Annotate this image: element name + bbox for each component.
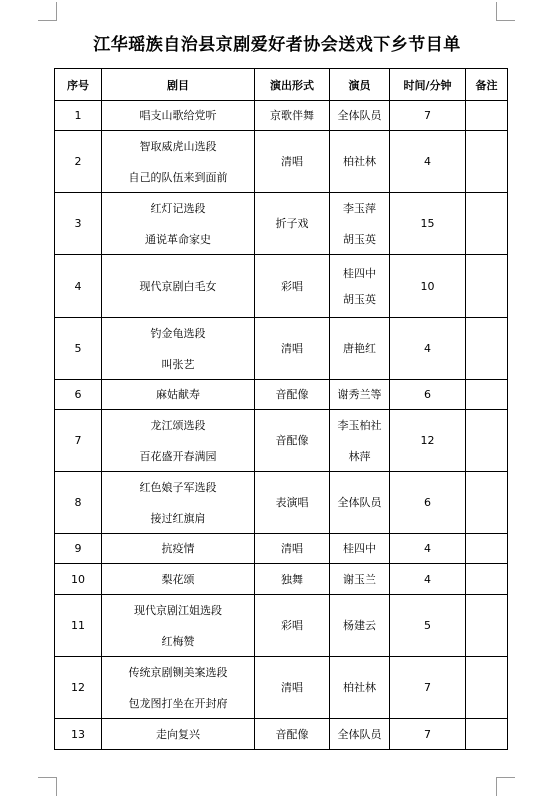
table-row: [55, 410, 508, 472]
cell-program-line: 走向复兴: [156, 727, 200, 741]
cell-minutes: 6: [390, 472, 466, 534]
cell-form: 彩唱: [255, 255, 330, 318]
table-row: [55, 101, 508, 131]
table-row: [55, 318, 508, 380]
cell-minutes: 4: [390, 131, 466, 193]
cell-program: [102, 719, 255, 750]
cell-program-line: 现代京剧江姐选段: [134, 603, 222, 617]
table-row: [55, 472, 508, 534]
table-row: [55, 657, 508, 719]
table-row: [55, 595, 508, 657]
header-form: 演出形式: [255, 69, 330, 101]
cell-form: 清唱: [255, 131, 330, 193]
cell-program-line: 接过红旗肩: [150, 511, 206, 525]
cell-form: 折子戏: [255, 193, 330, 255]
cell-program-line: 包龙图打坐在开封府: [128, 696, 228, 710]
cell-minutes: 4: [390, 318, 466, 380]
cell-performers-line: 胡玉英: [343, 232, 376, 246]
cell-program-line: 红梅赞: [161, 634, 195, 648]
cell-performers: [330, 472, 390, 534]
page-corner-mark-top-right: [496, 2, 515, 21]
cell-minutes: 7: [390, 101, 466, 131]
cell-notes: [466, 410, 508, 472]
cell-notes: [466, 534, 508, 564]
cell-program-line: 红色娘子军选段: [139, 480, 217, 494]
table-row: [55, 564, 508, 595]
cell-performers-line: 柏社林: [343, 155, 376, 168]
cell-program: [102, 318, 255, 380]
cell-minutes: 5: [390, 595, 466, 657]
cell-program-line: 唱支山歌给党听: [139, 109, 217, 122]
cell-notes: [466, 101, 508, 131]
table-row: [55, 193, 508, 255]
cell-program: [102, 657, 255, 719]
cell-performers-line: 全体队员: [337, 496, 382, 509]
cell-notes: [466, 318, 508, 380]
cell-notes: [466, 131, 508, 193]
cell-notes: [466, 193, 508, 255]
cell-performers-line: 柏社林: [343, 681, 376, 694]
cell-program-line: 百花盛开春满园: [139, 449, 217, 463]
cell-form: 音配像: [255, 380, 330, 410]
header-minutes: 时间/分钟: [390, 69, 466, 101]
header-number: 序号: [55, 69, 102, 101]
cell-performers: [330, 534, 390, 564]
cell-performers-line: 李玉柏社: [337, 418, 382, 432]
cell-performers-line: 全体队员: [337, 109, 382, 122]
cell-notes: [466, 595, 508, 657]
table-row: [55, 534, 508, 564]
cell-number: 6: [55, 380, 102, 410]
cell-number: 5: [55, 318, 102, 380]
page-corner-mark-bottom-left: [38, 777, 57, 796]
cell-program-line: 现代京剧白毛女: [139, 279, 217, 293]
cell-program-line: 龙江颂选段: [150, 418, 206, 432]
table-row: [55, 719, 508, 750]
cell-form: 独舞: [255, 564, 330, 595]
cell-number: 1: [55, 101, 102, 131]
cell-performers: [330, 193, 390, 255]
table-row: [55, 255, 508, 318]
cell-performers-line: 桂四中: [343, 542, 376, 555]
cell-program-line: 自己的队伍来到面前: [128, 170, 228, 184]
table-row: [55, 131, 508, 193]
cell-performers-line: 李玉萍: [343, 201, 376, 215]
cell-performers-line: 唐艳红: [343, 342, 376, 355]
cell-notes: [466, 255, 508, 318]
cell-number: 2: [55, 131, 102, 193]
header-notes: 备注: [466, 69, 508, 101]
cell-notes: [466, 564, 508, 595]
cell-minutes: 7: [390, 657, 466, 719]
cell-performers-line: 胡玉英: [343, 292, 376, 306]
cell-program: [102, 131, 255, 193]
cell-form: 京歌伴舞: [255, 101, 330, 131]
cell-program-line: 通说革命家史: [145, 232, 211, 246]
cell-form: 音配像: [255, 719, 330, 750]
cell-form: 彩唱: [255, 595, 330, 657]
cell-minutes: 7: [390, 719, 466, 750]
table-body: [55, 101, 508, 750]
cell-notes: [466, 380, 508, 410]
cell-program: [102, 193, 255, 255]
cell-performers-line: 谢玉兰: [343, 572, 376, 586]
cell-program: [102, 380, 255, 410]
cell-performers-line: 谢秀兰等: [337, 388, 382, 401]
cell-minutes: 4: [390, 534, 466, 564]
cell-form: 表演唱: [255, 472, 330, 534]
cell-minutes: 4: [390, 564, 466, 595]
header-performers: 演员: [330, 69, 390, 101]
cell-number: 11: [55, 595, 102, 657]
cell-program: [102, 101, 255, 131]
cell-minutes: 10: [390, 255, 466, 318]
cell-minutes: 15: [390, 193, 466, 255]
cell-number: 3: [55, 193, 102, 255]
cell-number: 13: [55, 719, 102, 750]
program-table: [54, 68, 508, 750]
cell-performers-line: 杨建云: [343, 619, 376, 632]
cell-performers: [330, 318, 390, 380]
cell-notes: [466, 719, 508, 750]
cell-performers-line: 全体队员: [337, 727, 382, 741]
table-header-row: [55, 69, 508, 101]
cell-program: [102, 564, 255, 595]
cell-program: [102, 595, 255, 657]
cell-performers: [330, 255, 390, 318]
page-corner-mark-top-left: [38, 2, 57, 21]
cell-program-line: 梨花颂: [161, 572, 195, 586]
cell-number: 7: [55, 410, 102, 472]
cell-performers: [330, 410, 390, 472]
cell-minutes: 12: [390, 410, 466, 472]
cell-form: 清唱: [255, 318, 330, 380]
cell-number: 10: [55, 564, 102, 595]
cell-program-line: 麻姑献寿: [156, 388, 200, 401]
cell-program-line: 叫张艺: [161, 357, 195, 371]
cell-form: 清唱: [255, 534, 330, 564]
cell-number: 4: [55, 255, 102, 318]
cell-form: 清唱: [255, 657, 330, 719]
cell-program-line: 红灯记选段: [150, 201, 206, 215]
cell-performers-line: 桂四中: [343, 266, 376, 280]
cell-program-line: 抗疫情: [161, 542, 195, 555]
cell-program-line: 智取威虎山选段: [139, 139, 217, 153]
cell-minutes: 6: [390, 380, 466, 410]
cell-performers-line: 林萍: [348, 449, 371, 463]
cell-performers: [330, 131, 390, 193]
header-program: 剧目: [102, 69, 255, 101]
cell-program-line: 钓金龟选段: [150, 326, 206, 340]
cell-performers: [330, 595, 390, 657]
cell-program: [102, 255, 255, 318]
table-row: [55, 380, 508, 410]
cell-number: 12: [55, 657, 102, 719]
cell-notes: [466, 472, 508, 534]
cell-performers: [330, 657, 390, 719]
cell-program: [102, 534, 255, 564]
cell-form: 音配像: [255, 410, 330, 472]
cell-performers: [330, 564, 390, 595]
cell-performers: [330, 719, 390, 750]
page-corner-mark-bottom-right: [496, 777, 515, 796]
cell-performers: [330, 380, 390, 410]
cell-notes: [466, 657, 508, 719]
cell-program: [102, 472, 255, 534]
cell-performers: [330, 101, 390, 131]
cell-program-line: 传统京剧铡美案选段: [128, 665, 228, 679]
cell-program: [102, 410, 255, 472]
cell-number: 9: [55, 534, 102, 564]
document-title: 江华瑶族自治县京剧爱好者协会送戏下乡节目单: [93, 35, 461, 55]
cell-number: 8: [55, 472, 102, 534]
